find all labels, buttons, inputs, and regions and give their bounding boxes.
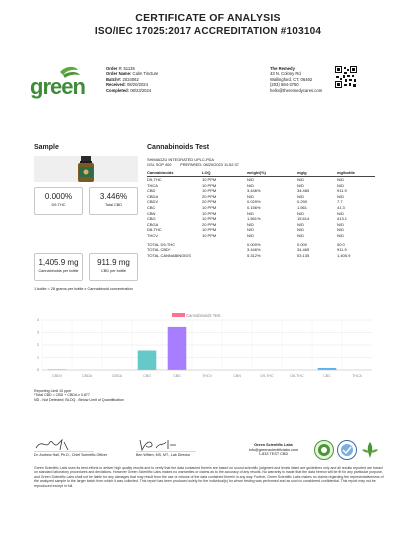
- table-cell: TOTAL D9-THC: [147, 241, 176, 247]
- test-meta: SHIMADZU INTEGRATED UPLC-PDA GSL SOP 400 PREPARED: 08/20/2023 11:52:37: [147, 157, 239, 167]
- footnotes: Reporting Limit 10 ppm *Total CBD = CBD + CBDA x 0.877 ND - Not Detected; BLOQ - Below Limit of Quantification: [34, 389, 124, 402]
- test-heading: Cannabinoids Test: [147, 144, 210, 151]
- table-row: [147, 233, 375, 238]
- x-tick-label: THCA: [352, 374, 362, 378]
- table-row: [147, 188, 375, 193]
- table-cell: N/D: [297, 227, 304, 233]
- table-cell: 0.000: [297, 241, 308, 247]
- table-row: [147, 227, 375, 232]
- table-cell: N/D: [337, 182, 344, 188]
- table-cell: 41.3: [337, 205, 345, 210]
- table-cell: CBDA: [147, 193, 159, 199]
- table-cell: 15.614: [297, 216, 310, 222]
- table-cell: CBGA: [147, 221, 159, 227]
- qr-code[interactable]: [335, 66, 357, 88]
- bar-cbc: [318, 368, 337, 370]
- stat-total-cbd: 3.446% Total CBD: [89, 187, 138, 215]
- table-cell: CBG: [147, 216, 156, 222]
- table-cell: TOTAL CANNABINOIDS: [147, 252, 191, 258]
- table-cell: weight(%): [247, 170, 266, 175]
- x-tick-label: THCV: [202, 374, 212, 378]
- table-cell: 10 PPM: [202, 182, 217, 188]
- table-cell: TOTAL CBD*: [147, 247, 171, 253]
- table-cell: N/D: [297, 221, 304, 227]
- y-tick-label: 0: [37, 368, 39, 373]
- table-cell: 20 PPM: [202, 221, 217, 227]
- x-tick-label: CBDV: [52, 374, 62, 378]
- table-cell: N/D: [297, 210, 304, 216]
- disclaimer: Green Scientific Labs uses its best efforts to deliver high quality results and to verify that the data contained therein are based on sound scientific judgment and levels listed are guidelines only and all results reported are based on standard laboratory procedures and deviations. However Green Scientific Labs makes no warranties or claims as to the accuracy of any results. No warranty is made that the data hereon will be fit for any particular purpose, and Green Scientific Labs shall not be liable for any damages that may result from the use or misuse of the data contained therein in any way. Further, Green Scientific Labs makes no claims regarding the representativeness of the analyzed sample to the larger batch from which it was collected. This report has been produced solely for the individual(s) for whom testing was performed and as such is considered confidential. This report may not be reproduced except in full.: [34, 466, 384, 488]
- table-cell: D8-THC: [147, 227, 162, 233]
- table-cell: N/D: [247, 193, 254, 199]
- table-cell: N/D: [247, 210, 254, 216]
- x-tick-label: CBN: [233, 374, 241, 378]
- lab-seal-icon: [314, 440, 334, 460]
- table-cell: 0.000%: [247, 241, 261, 247]
- table-cell: N/D: [247, 221, 254, 227]
- table-cell: Cannabinoids: [147, 170, 174, 175]
- x-tick-label: CBDA: [82, 374, 92, 378]
- signature-hall-name: Dr. Andrew Hall, Ph.D., Chief Scientific Officer: [34, 453, 108, 457]
- table-cell: 10 PPM: [202, 188, 217, 194]
- table-row: [147, 216, 375, 221]
- x-tick-label: CBGA: [111, 374, 123, 378]
- table-cell: N/D: [297, 193, 304, 199]
- table-cell: D9-THC: [147, 177, 162, 182]
- table-cell: N/D: [337, 210, 344, 216]
- table-cell: 7.7: [337, 199, 343, 205]
- chart-legend: Cannabinoids Test: [186, 313, 221, 318]
- product-photo: [34, 156, 138, 182]
- page-title: CERTIFICATE OF ANALYSIS: [135, 12, 281, 24]
- table-cell: 3.446%: [247, 247, 261, 253]
- stat-cannabinoids-per-bottle: 1,405.9 mg Cannabinoids per bottle: [34, 253, 83, 281]
- table-row: [147, 199, 375, 204]
- table-cell: 10 PPM: [202, 227, 217, 233]
- table-cell: 20 PPM: [202, 199, 217, 205]
- table-cell: CBC: [147, 205, 156, 210]
- table-cell: N/D: [247, 233, 254, 238]
- table-cell: N/D: [337, 221, 344, 227]
- bar-cbg: [138, 350, 157, 370]
- signature-hall: [34, 436, 94, 452]
- table-cell: N/D: [247, 182, 254, 188]
- table-cell: 0.029%: [247, 199, 261, 205]
- table-cell: THCA: [147, 182, 158, 188]
- table-row: [147, 222, 375, 227]
- table-cell: 10 PPM: [202, 210, 217, 216]
- table-cell: 1.561: [297, 205, 308, 210]
- accreditation-badge-icon: [337, 440, 357, 460]
- x-tick-label: D8-THC: [290, 374, 304, 378]
- table-cell: CBN: [147, 210, 156, 216]
- table-cell: N/D: [247, 227, 254, 233]
- table-cell: 34.465: [297, 188, 310, 194]
- table-cell: N/D: [297, 182, 304, 188]
- table-cell: mg/bottle: [337, 170, 355, 175]
- table-cell: 1.561%: [247, 216, 261, 222]
- table-cell: 1,405.9: [337, 252, 351, 258]
- table-cell: N/D: [337, 233, 344, 238]
- y-tick-label: 4: [37, 318, 39, 323]
- green-logo: [30, 66, 100, 100]
- bar-cbd: [168, 327, 187, 370]
- table-row: [147, 183, 375, 188]
- table-cell: N/D: [337, 177, 344, 182]
- table-row: [147, 177, 375, 182]
- x-tick-label: D9-THC: [260, 374, 274, 378]
- table-cell: N/D: [337, 227, 344, 233]
- stat-d9thc: 0.000% D9-THC: [34, 187, 83, 215]
- leaf-badge-icon: [360, 440, 380, 460]
- signature-witten: [136, 436, 196, 452]
- lab-contact: Green Scientific Labs info@greenscientificlabs.com 1-833 TEST CBD: [248, 443, 299, 457]
- table-cell: 911.9: [337, 188, 347, 194]
- legend-swatch: [172, 313, 185, 317]
- cannabinoid-bar-chart: [28, 318, 378, 380]
- results-table: [147, 170, 375, 285]
- table-header: [147, 170, 375, 175]
- table-cell: 5.312%: [247, 252, 261, 258]
- table-cell: THCV: [147, 233, 158, 238]
- table-cell: 0.290: [297, 199, 308, 205]
- table-cell: CBD: [147, 188, 156, 194]
- table-cell: LOQ: [202, 170, 211, 175]
- sample-heading: Sample: [34, 144, 59, 151]
- svg-text:green: green: [30, 74, 85, 99]
- table-row: [147, 205, 375, 210]
- signature-witten-name: Ben Witten, MS, MT., Lab Director: [136, 453, 191, 457]
- bottle-note: 1 bottle = 28 grams per bottle x Cannabinoid concentration: [34, 287, 133, 291]
- y-tick-label: 1: [37, 355, 39, 360]
- x-tick-label: CBD: [173, 374, 181, 378]
- table-cell: N/D: [247, 177, 254, 182]
- table-cell: 10 PPM: [202, 205, 217, 210]
- table-total-row: [147, 242, 375, 247]
- table-cell: 10 PPM: [202, 233, 217, 238]
- table-divider: [147, 176, 375, 177]
- y-tick-label: 2: [37, 343, 39, 348]
- y-tick-label: 3: [37, 330, 39, 335]
- table-cell: 34.465: [297, 247, 310, 253]
- table-cell: N/D: [337, 193, 344, 199]
- table-cell: 10 PPM: [202, 177, 217, 182]
- page-subtitle: ISO/IEC 17025:2017 ACCREDITATION #103104: [94, 26, 322, 37]
- table-total-row: [147, 247, 375, 252]
- table-total-row: [147, 253, 375, 258]
- table-row: [147, 194, 375, 199]
- table-cell: 10 PPM: [202, 216, 217, 222]
- table-cell: CBDV: [147, 199, 159, 205]
- table-cell: 413.1: [337, 216, 348, 222]
- table-cell: 911.9: [337, 247, 347, 253]
- table-cell: N/D: [297, 177, 304, 182]
- x-tick-label: CBG: [143, 374, 151, 378]
- table-cell: N/D: [297, 233, 304, 238]
- stat-cbd-per-bottle: 911.9 mg CBD per bottle: [89, 253, 138, 281]
- table-cell: 00.0: [337, 241, 345, 247]
- table-cell: 0.156%: [247, 205, 261, 210]
- table-cell: mg/g: [297, 170, 307, 175]
- table-cell: 53.135: [297, 252, 310, 258]
- table-cell: 20 PPM: [202, 193, 217, 199]
- client-info: The Remedy 43 N. Colony Rd Wallingford, CT, 06492 (203) 594-3750 hello@theremedycares.com: [270, 66, 323, 93]
- x-tick-label: CBC: [323, 374, 331, 378]
- table-row: [147, 211, 375, 216]
- order-info: Order #: 51135 Order Name: Calm Tincture Batch#: 2024062 Received: 08/20/2024 Completed: 08/23/2024: [106, 66, 159, 93]
- table-cell: 3.446%: [247, 188, 261, 194]
